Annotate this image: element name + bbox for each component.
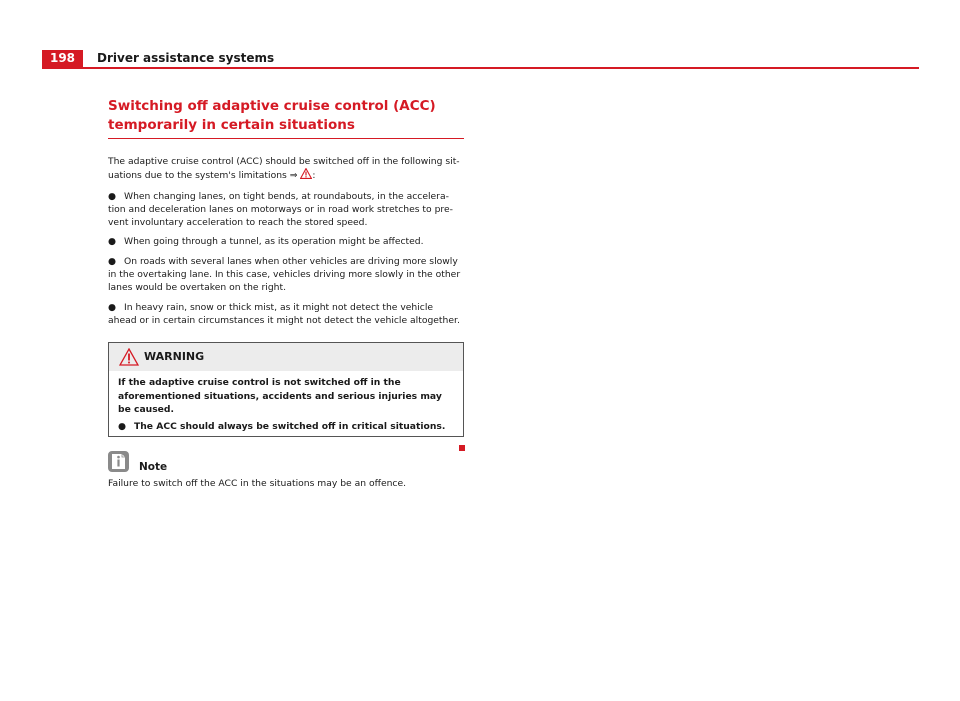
- list-item-text: In heavy rain, snow or thick mist, as it might not detect the vehicle ahead or in certain circumstances it might not detect the vehicle altogether.: [108, 301, 460, 326]
- limitations-list: [108, 190, 464, 328]
- list-item-text: When changing lanes, on tight bends, at roundabouts, in the accelera-tion and deceleration lanes on motorways or in road work stretches to pre-vent involuntary acceleration to reach the stored speed.: [108, 190, 453, 229]
- warning-list-item-text: The ACC should always be switched off in critical situations.: [134, 421, 446, 433]
- note-text: Failure to switch off the ACC in the situations may be an offence.: [108, 478, 407, 490]
- intro-paragraph: [108, 155, 464, 184]
- warning-title: WARNING: [144, 350, 205, 364]
- bullet-glyph: ●: [118, 421, 127, 433]
- note-info-icon: [108, 451, 129, 472]
- list-item: [108, 255, 464, 295]
- warning-text: If the adaptive cruise control is not switched off in the aforementioned situations, accidents and serious injuries may be caused.: [118, 377, 442, 415]
- list-item: [108, 301, 464, 328]
- warning-list-item: [118, 420, 454, 433]
- warning-body: [109, 371, 463, 436]
- warning-header: [109, 343, 463, 371]
- section-end-marker: [459, 445, 465, 451]
- intro-text: The adaptive cruise control (ACC) should be switched off in the following sit-uations due to the system's limitations ⇒: [108, 156, 460, 182]
- warning-triangle-icon: [119, 348, 139, 366]
- list-item-text: When going through a tunnel, as its operation might be affected.: [124, 236, 424, 248]
- warning-box: [108, 342, 464, 437]
- bullet-glyph: ●: [108, 190, 117, 202]
- warning-reference-icon[interactable]: [300, 168, 312, 183]
- note-title: Note: [139, 461, 168, 474]
- page-header: [42, 50, 919, 69]
- list-item: [108, 190, 464, 230]
- intro-colon: :: [312, 170, 316, 182]
- page-number: 198: [42, 50, 83, 67]
- chapter-title: Driver assistance systems: [97, 51, 275, 65]
- bullet-glyph: ●: [108, 255, 117, 267]
- section-title: Switching off adaptive cruise control (ACC) temporarily in certain situations: [108, 97, 464, 139]
- bullet-glyph: ●: [108, 301, 117, 313]
- bullet-glyph: ●: [108, 236, 117, 248]
- note-header: [108, 451, 464, 473]
- list-item-text: On roads with several lanes when other vehicles are driving more slowly in the overtaking lane. In this case, vehicles driving more slowly in the other lanes would be overtaken on the right.: [108, 255, 461, 294]
- list-item: [108, 235, 464, 248]
- content-column: [108, 97, 464, 491]
